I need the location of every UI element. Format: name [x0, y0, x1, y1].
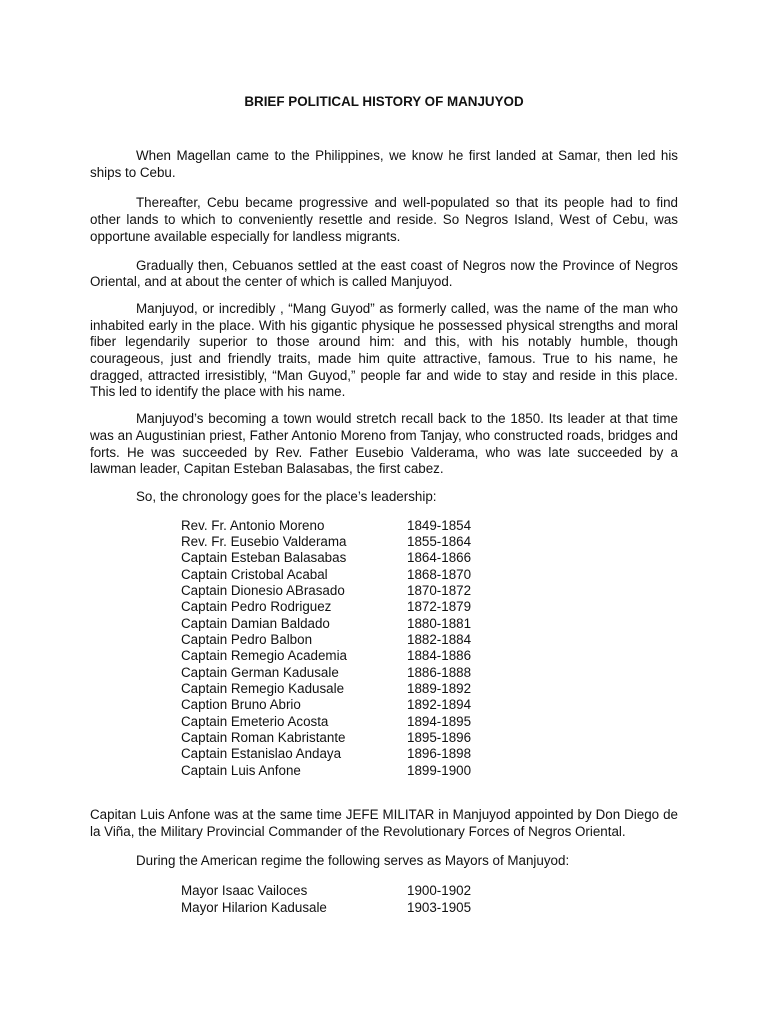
mayor-years: 1900-1902	[407, 883, 472, 899]
list-item	[181, 599, 678, 615]
leader-name: Captain Esteban Balasabas	[181, 550, 347, 566]
leader-name: Caption Bruno Abrio	[181, 697, 301, 713]
mayor-name: Mayor Hilarion Kadusale	[181, 899, 327, 915]
mayor-name: Mayor Isaac Vailoces	[181, 883, 308, 899]
leader-name: Captain Remegio Academia	[181, 648, 347, 664]
list-item	[181, 681, 678, 697]
list-item	[181, 697, 678, 713]
leader-years: 1880-1881	[407, 615, 472, 631]
leader-years: 1886-1888	[407, 664, 472, 680]
paragraph-magellan: When Magellan came to the Philippines, we know he first landed at Samar, then led his ships to Cebu.	[90, 148, 678, 180]
list-item	[181, 550, 678, 566]
leader-name: Captain Pedro Rodriguez	[181, 599, 332, 615]
leader-years: 1849-1854	[407, 517, 472, 533]
leader-years: 1884-1886	[407, 648, 472, 664]
list-item	[181, 730, 678, 746]
list-item	[181, 616, 678, 632]
leaders-list	[181, 518, 678, 780]
leader-years: 1892-1894	[407, 697, 472, 713]
leader-years: 1894-1895	[407, 713, 472, 729]
leader-name: Rev. Fr. Eusebio Valderama	[181, 534, 347, 549]
paragraph-american-regime: During the American regime the following serves as Mayors of Manjuyod:	[136, 852, 570, 868]
list-item	[181, 632, 678, 648]
list-item	[181, 900, 678, 916]
paragraph-negros: Gradually then, Cebuanos settled at the east coast of Negros now the Province of Negros Oriental, and at about the center of which is called Manjuyod.	[90, 257, 678, 290]
document-title: BRIEF POLITICAL HISTORY OF MANJUYOD	[244, 94, 524, 109]
document-body	[90, 148, 678, 916]
leader-name: Rev. Fr. Antonio Moreno	[181, 517, 325, 533]
leader-name: Captain German Kadusale	[181, 664, 339, 680]
paragraph-chronology-intro: So, the chronology goes for the place’s leadership:	[136, 488, 437, 504]
leader-years: 1868-1870	[407, 566, 472, 582]
list-item	[181, 665, 678, 681]
paragraph-jefe-militar: Capitan Luis Anfone was at the same time JEFE MILITAR in Manjuyod appointed by Don Diego de la Viña, the Military Provincial Commander of the Revolutionary Forces of Negros Oriental.	[90, 807, 678, 839]
mayor-years: 1903-1905	[407, 899, 472, 915]
leader-years: 1855-1864	[407, 534, 472, 549]
list-item	[181, 746, 678, 762]
leader-name: Captain Emeterio Acosta	[181, 713, 329, 729]
leader-name: Captain Roman Kabristante	[181, 730, 346, 746]
list-item	[181, 648, 678, 664]
list-item	[181, 567, 678, 583]
paragraph-town: Manjuyod’s becoming a town would stretch recall back to the 1850. Its leader at that time was an Augustinian priest, Father Antonio Moreno from Tanjay, who constructed roads, bridges and forts. He was succeeded by Rev. Father Eusebio Valderama, who was late succeeded by a lawman leader, Capitan Esteban Balasabas, the first cabez.	[90, 411, 678, 477]
leader-name: Captain Luis Anfone	[181, 762, 301, 778]
leader-years: 1889-1892	[407, 681, 472, 697]
leader-years: 1895-1896	[407, 730, 472, 746]
leader-name: Captain Pedro Balbon	[181, 632, 313, 648]
leader-name: Captain Estanislao Andaya	[181, 746, 342, 762]
paragraph-cebu: Thereafter, Cebu became progressive and well-populated so that its people had to find other lands to which to conveniently resettle and reside. So Negros Island, West of Cebu, was opportune available especially for landless migrants.	[90, 195, 678, 244]
list-item	[181, 534, 678, 550]
list-item	[181, 763, 678, 779]
leader-years: 1882-1884	[407, 632, 472, 648]
list-item	[181, 714, 678, 730]
mayors-list	[181, 883, 678, 916]
leader-years: 1899-1900	[407, 762, 472, 778]
leader-years: 1872-1879	[407, 599, 472, 615]
leader-name: Captain Remegio Kadusale	[181, 681, 345, 697]
leader-name: Captain Cristobal Acabal	[181, 566, 328, 582]
list-item	[181, 518, 678, 534]
leader-name: Captain Dionesio ABrasado	[181, 583, 345, 599]
leader-years: 1870-1872	[407, 583, 472, 599]
leader-years: 1896-1898	[407, 746, 472, 762]
list-item	[181, 583, 678, 599]
paragraph-mang-guyod: Manjuyod, or incredibly , “Mang Guyod” as formerly called, was the name of the man who inhabited early in the place. With his gigantic physique he possessed physical strengths and moral fiber legendarily superior to those around him: and this, with his notably humble, though courageous, just and friendly traits, made him quite attractive, famous. True to his name, he dragged, attracted irresistibly, “Man Guyod,” people far and wide to stay and reside in this place. This led to identify the place with his name.	[90, 300, 678, 400]
leader-name: Captain Damian Baldado	[181, 615, 330, 631]
list-item	[181, 883, 678, 899]
leader-years: 1864-1866	[407, 550, 472, 566]
